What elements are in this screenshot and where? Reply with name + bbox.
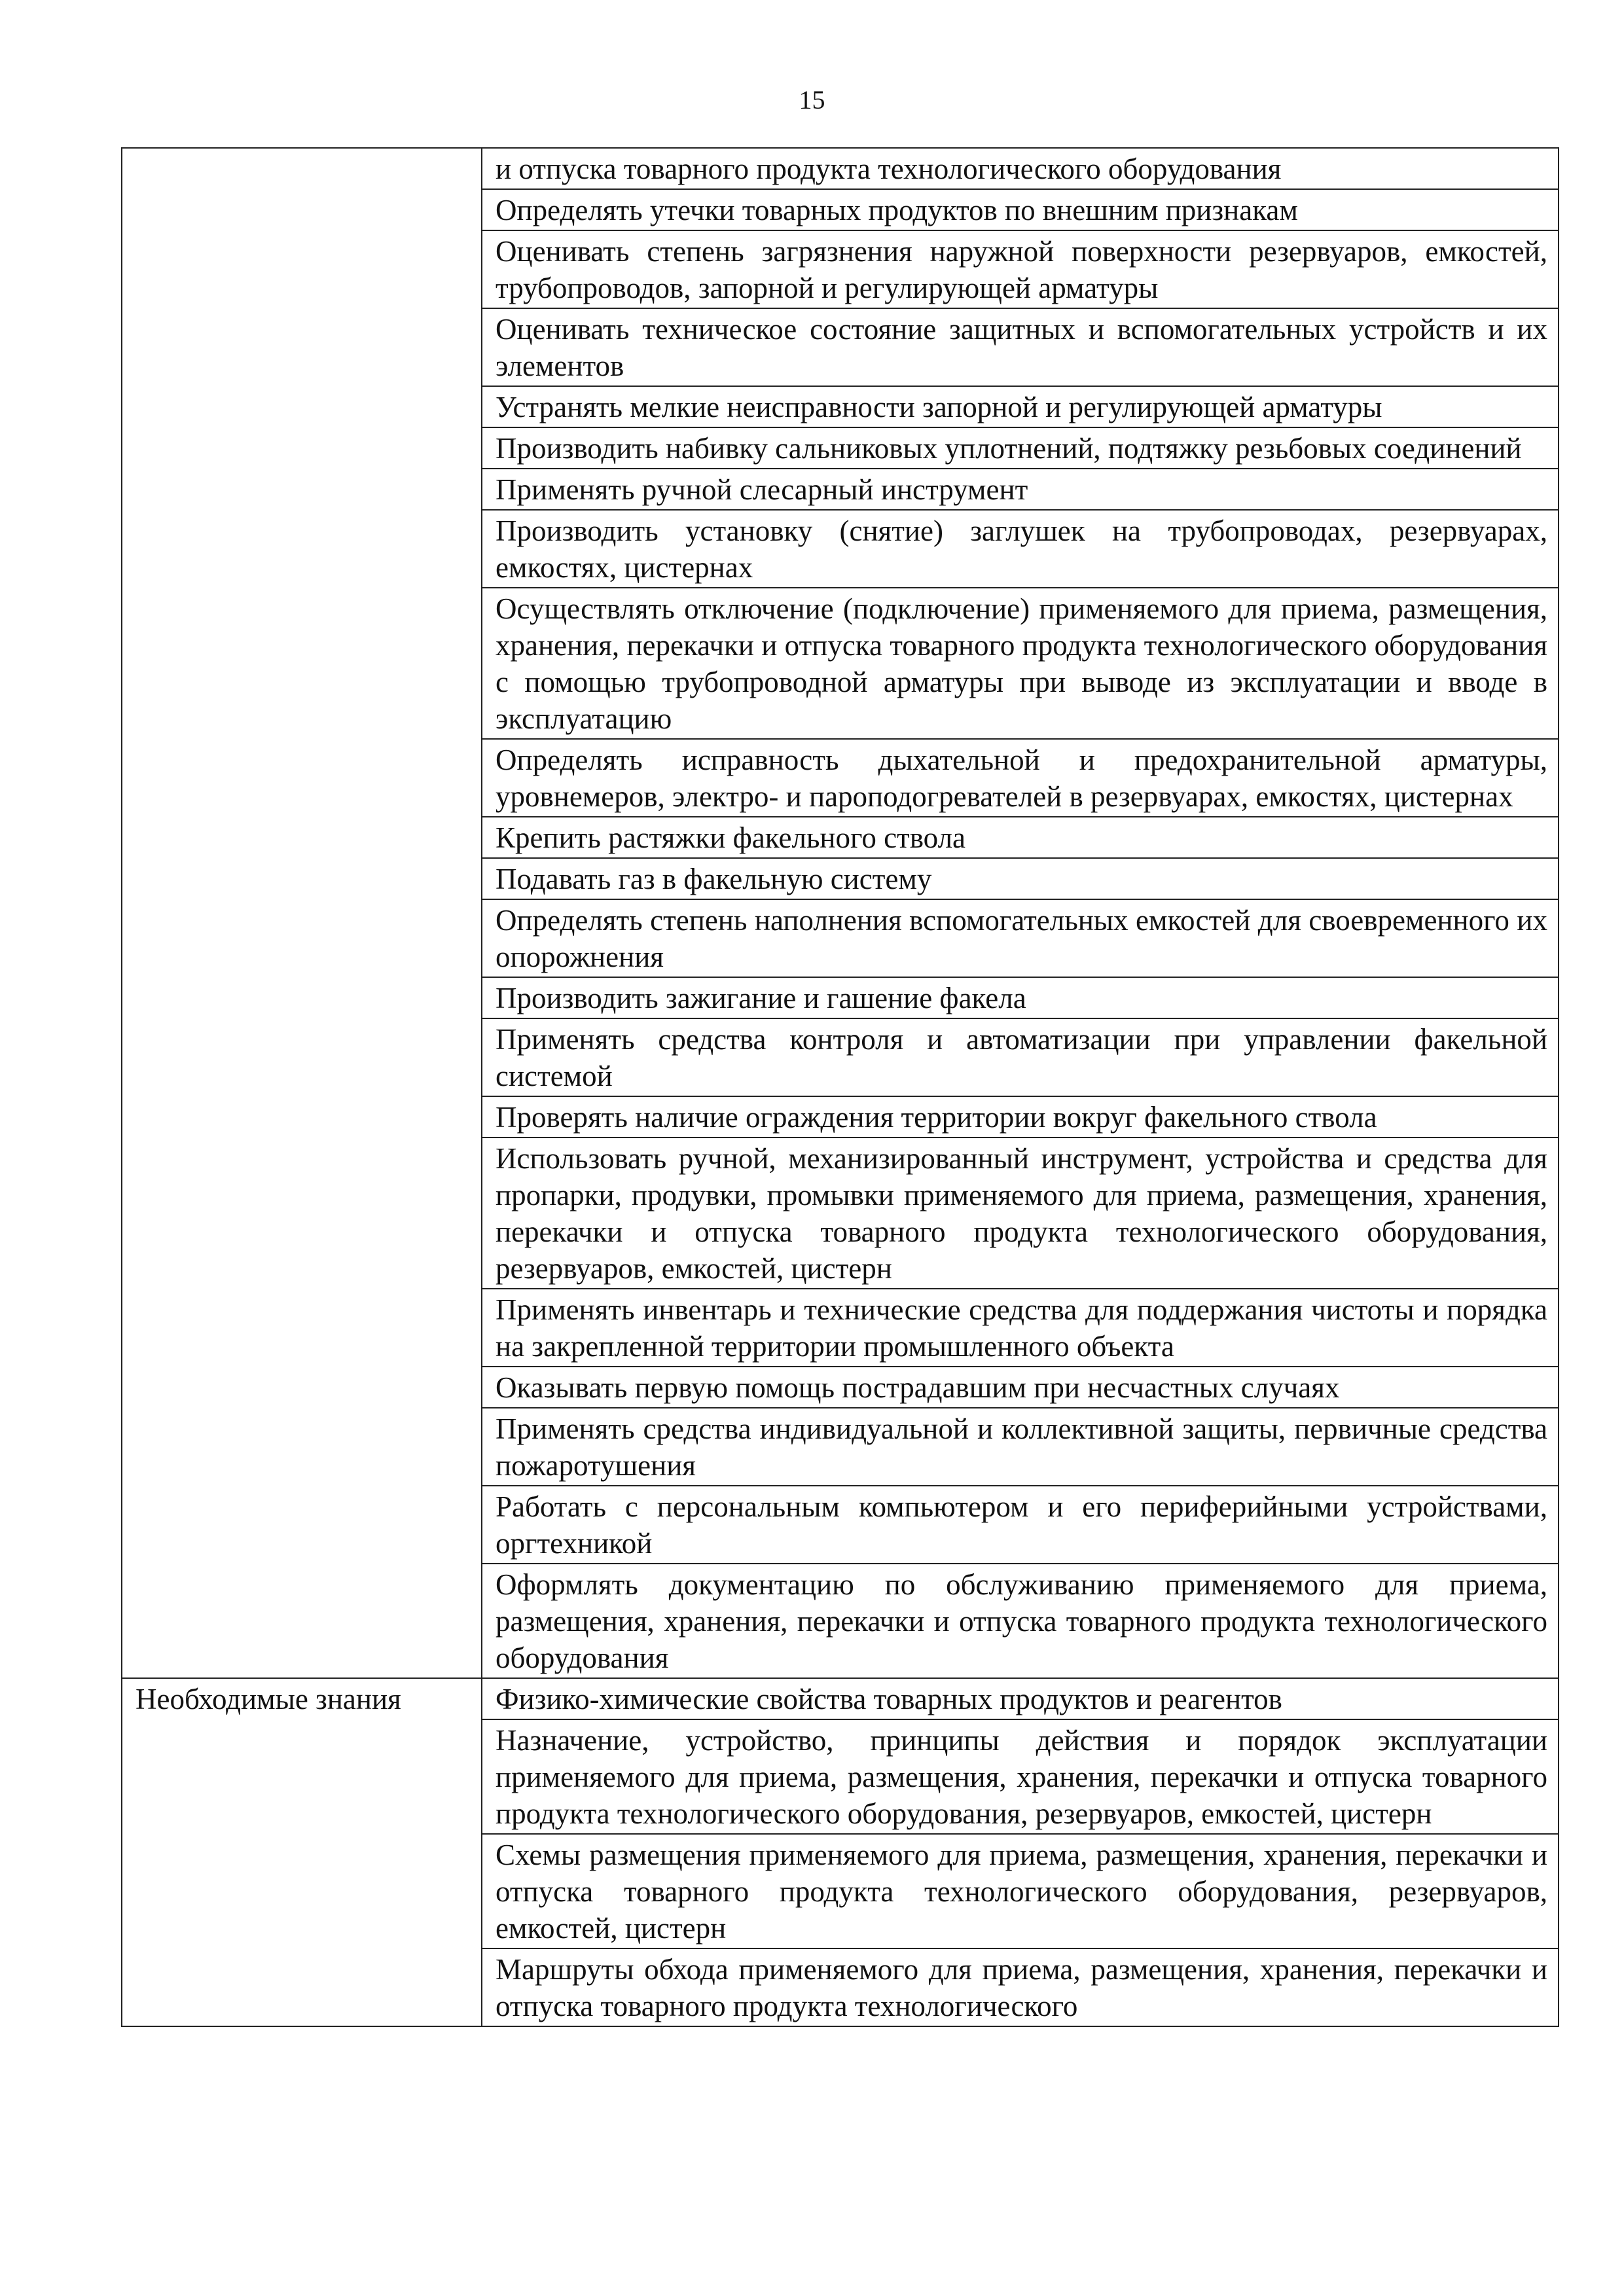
skill-cell: Определять степень наполнения вспомогательных емкостей для своевременного их опорожнения <box>482 899 1559 977</box>
knowledge-cell: Назначение, устройство, принципы действия и порядок эксплуатации применяемого для приема, размещения, хранения, перекачки и отпуска товарного продукта технологического оборудования, резервуаров, емкостей, цистерн <box>482 1719 1559 1834</box>
skills-label-cell <box>122 148 482 1678</box>
skill-cell: Устранять мелкие неисправности запорной и регулирующей арматуры <box>482 386 1559 427</box>
skill-cell: Осуществлять отключение (подключение) применяемого для приема, размещения, хранения, перекачки и отпуска товарного продукта технологического оборудования с помощью трубопроводной арматуры при выводе из эксплуатации и вводе в эксплуатацию <box>482 588 1559 739</box>
page-number: 15 <box>799 85 825 115</box>
knowledge-cell: Схемы размещения применяемого для приема, размещения, хранения, перекачки и отпуска товарного продукта технологического оборудования, резервуаров, емкостей, цистерн <box>482 1834 1559 1948</box>
table-row <box>122 1678 1559 1719</box>
skill-cell: Применять средства индивидуальной и коллективной защиты, первичные средства пожаротушения <box>482 1408 1559 1486</box>
skill-cell: Использовать ручной, механизированный инструмент, устройства и средства для пропарки, продувки, промывки применяемого для приема, размещения, хранения, перекачки и отпуска товарного продукта технологического оборудования, резервуаров, емкостей, цистерн <box>482 1138 1559 1289</box>
skill-cell: Оценивать степень загрязнения наружной поверхности резервуаров, емкостей, трубопроводов, запорной и регулирующей арматуры <box>482 230 1559 308</box>
skill-cell: Проверять наличие ограждения территории вокруг факельного ствола <box>482 1096 1559 1138</box>
skill-cell: Применять средства контроля и автоматизации при управлении факельной системой <box>482 1018 1559 1096</box>
skill-cell: Производить зажигание и гашение факела <box>482 977 1559 1018</box>
skill-cell: Определять исправность дыхательной и предохранительной арматуры, уровнемеров, электро- и пароподогревателей в резервуарах, емкостях, цистернах <box>482 739 1559 817</box>
knowledge-cell: Маршруты обхода применяемого для приема, размещения, хранения, перекачки и отпуска товарного продукта технологического <box>482 1948 1559 2026</box>
skill-cell: Производить набивку сальниковых уплотнений, подтяжку резьбовых соединений <box>482 427 1559 469</box>
skill-cell: Оказывать первую помощь пострадавшим при несчастных случаях <box>482 1367 1559 1408</box>
requirements-table <box>121 147 1559 2027</box>
skill-cell: Применять инвентарь и технические средства для поддержания чистоты и порядка на закрепленной территории промышленного объекта <box>482 1289 1559 1367</box>
skill-cell: и отпуска товарного продукта технологического оборудования <box>482 148 1559 189</box>
knowledge-label-cell: Необходимые знания <box>122 1678 482 2026</box>
skill-cell: Производить установку (снятие) заглушек на трубопроводах, резервуарах, емкостях, цистернах <box>482 510 1559 588</box>
skill-cell: Определять утечки товарных продуктов по внешним признакам <box>482 189 1559 230</box>
table-row <box>122 148 1559 189</box>
skill-cell: Подавать газ в факельную систему <box>482 858 1559 899</box>
knowledge-cell: Физико-химические свойства товарных продуктов и реагентов <box>482 1678 1559 1719</box>
skill-cell: Применять ручной слесарный инструмент <box>482 469 1559 510</box>
skill-cell: Работать с персональным компьютером и его периферийными устройствами, оргтехникой <box>482 1486 1559 1564</box>
skill-cell: Крепить растяжки факельного ствола <box>482 817 1559 858</box>
skill-cell: Оформлять документацию по обслуживанию применяемого для приема, размещения, хранения, перекачки и отпуска товарного продукта технологического оборудования <box>482 1564 1559 1678</box>
skill-cell: Оценивать техническое состояние защитных и вспомогательных устройств и их элементов <box>482 308 1559 386</box>
